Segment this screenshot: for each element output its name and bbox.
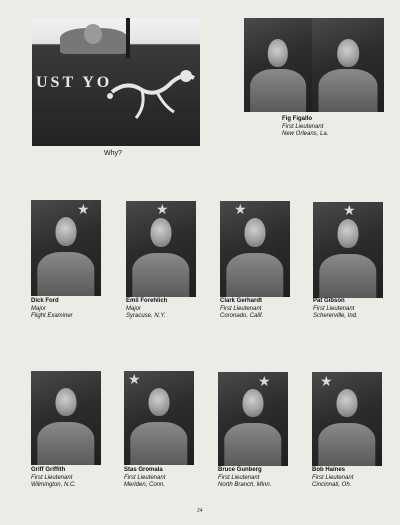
portrait-caption <box>124 467 165 490</box>
person-name: Dick Ford <box>31 298 59 304</box>
person-rank: First Lieutenant <box>312 474 354 481</box>
featured-photo-left <box>244 18 312 112</box>
plane-caption: Why? <box>104 150 122 157</box>
portrait-photo: ★ <box>218 372 288 466</box>
nose-art-figure <box>102 62 198 122</box>
featured-photo-right <box>312 18 384 112</box>
person-hometown: Schererville, Ind. <box>313 313 358 319</box>
portrait-caption <box>218 467 271 490</box>
person-name: Bruce Gunberg <box>218 467 262 473</box>
antenna <box>126 18 130 58</box>
portrait-photo: ★ <box>313 202 383 298</box>
person-hometown: North Branch, Minn. <box>218 482 272 488</box>
aircraft-nose-art-photo <box>32 18 200 146</box>
person-rank: First Lieutenant <box>124 474 166 481</box>
portrait-caption <box>126 298 167 321</box>
person-name: Pat Gibson <box>313 298 345 304</box>
person-hometown: Syracuse, N.Y. <box>126 313 166 319</box>
person-rank: First Lieutenant <box>282 123 324 130</box>
portrait-caption <box>312 467 353 490</box>
portrait-caption <box>313 298 358 321</box>
nose-art-text: UST YO <box>36 74 113 91</box>
person-rank: First Lieutenant <box>218 474 260 481</box>
portrait-photo: ★ <box>126 201 196 297</box>
person-name: Fig Figallo <box>282 116 312 122</box>
person-rank: First Lieutenant <box>313 305 355 312</box>
portrait-photo: ★ <box>220 201 290 297</box>
person-name: Emil Forehlich <box>126 298 168 304</box>
portrait-caption <box>31 467 76 490</box>
person-name: Bob Haines <box>312 467 346 473</box>
person-hometown: Cincinnati, Oh. <box>312 482 352 488</box>
person-hometown: Coronado, Calif. <box>220 313 264 319</box>
portrait-caption <box>31 298 73 321</box>
person-name: Stas Gromala <box>124 467 163 473</box>
portrait-photo: ★ <box>124 371 194 465</box>
page-number: 24 <box>197 508 203 514</box>
person-rank: First Lieutenant <box>31 474 73 481</box>
portrait-caption <box>220 298 263 321</box>
person-hometown: Wilmington, N.C. <box>31 482 76 488</box>
person-rank: Major <box>31 305 47 312</box>
person-name: Griff Griffith <box>31 467 66 473</box>
person-hometown: Flight Examiner <box>31 313 73 319</box>
portrait-photo <box>31 371 101 465</box>
person-name: Clark Gerhardt <box>220 298 263 304</box>
portrait-photo: ★ <box>31 200 101 296</box>
pilot-head <box>84 24 102 44</box>
person-rank: First Lieutenant <box>220 305 262 312</box>
person-hometown: Meriden, Conn. <box>124 482 166 488</box>
featured-caption <box>282 116 328 139</box>
person-hometown: New Orleans, La. <box>282 131 329 137</box>
portrait-photo: ★ <box>312 372 382 466</box>
person-rank: Major <box>126 305 142 312</box>
